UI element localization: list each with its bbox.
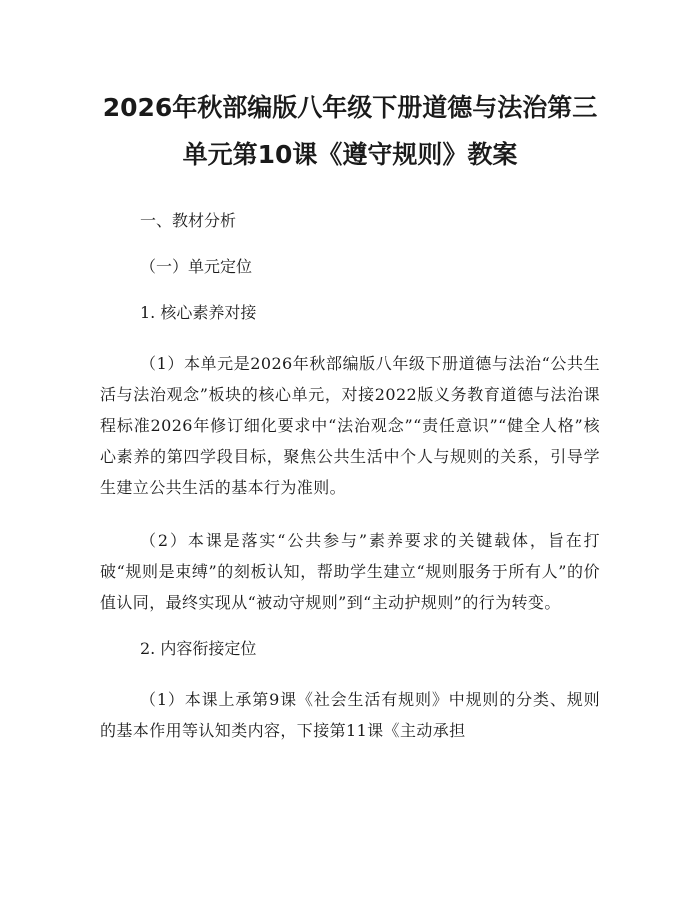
paragraph-2: （2）本课是落实“公共参与”素养要求的关键载体，旨在打破“规则是束缚”的刻板认知，帮助学生建立“规则服务于所有人”的价值认同，最终实现从“被动守规则”到“主动护规则”的行为转变。 — [100, 531, 600, 612]
title-line-1: 2026年秋部编版八年级下册道德与法治第三 — [102, 93, 598, 122]
subsection-heading-1: （一）单元定位 — [140, 257, 253, 276]
item-heading-1: 1. 核心素养对接 — [140, 303, 257, 322]
paragraph-3: （1）本课上承第9课《社会生活有规则》中规则的分类、规则的基本作用等认知类内容，下接第11课《主动承担 — [100, 690, 600, 740]
document-title — [100, 84, 600, 178]
title-line-2: 单元第10课《遵守规则》教案 — [182, 140, 518, 169]
item-heading-2: 2. 内容衔接定位 — [140, 639, 257, 658]
paragraph-1: （1）本单元是2026年秋部编版八年级下册道德与法治“公共生活与法治观念”板块的核心单元，对接2022版义务教育道德与法治课程标准2026年修订细化要求中“法治观念”“责任意识”“健全人格”核心素养的第四学段目标，聚焦公共生活中个人与规则的关系，引导学生建立公共生活的基本行为准则。 — [100, 354, 600, 497]
section-heading-1: 一、教材分析 — [140, 211, 237, 230]
